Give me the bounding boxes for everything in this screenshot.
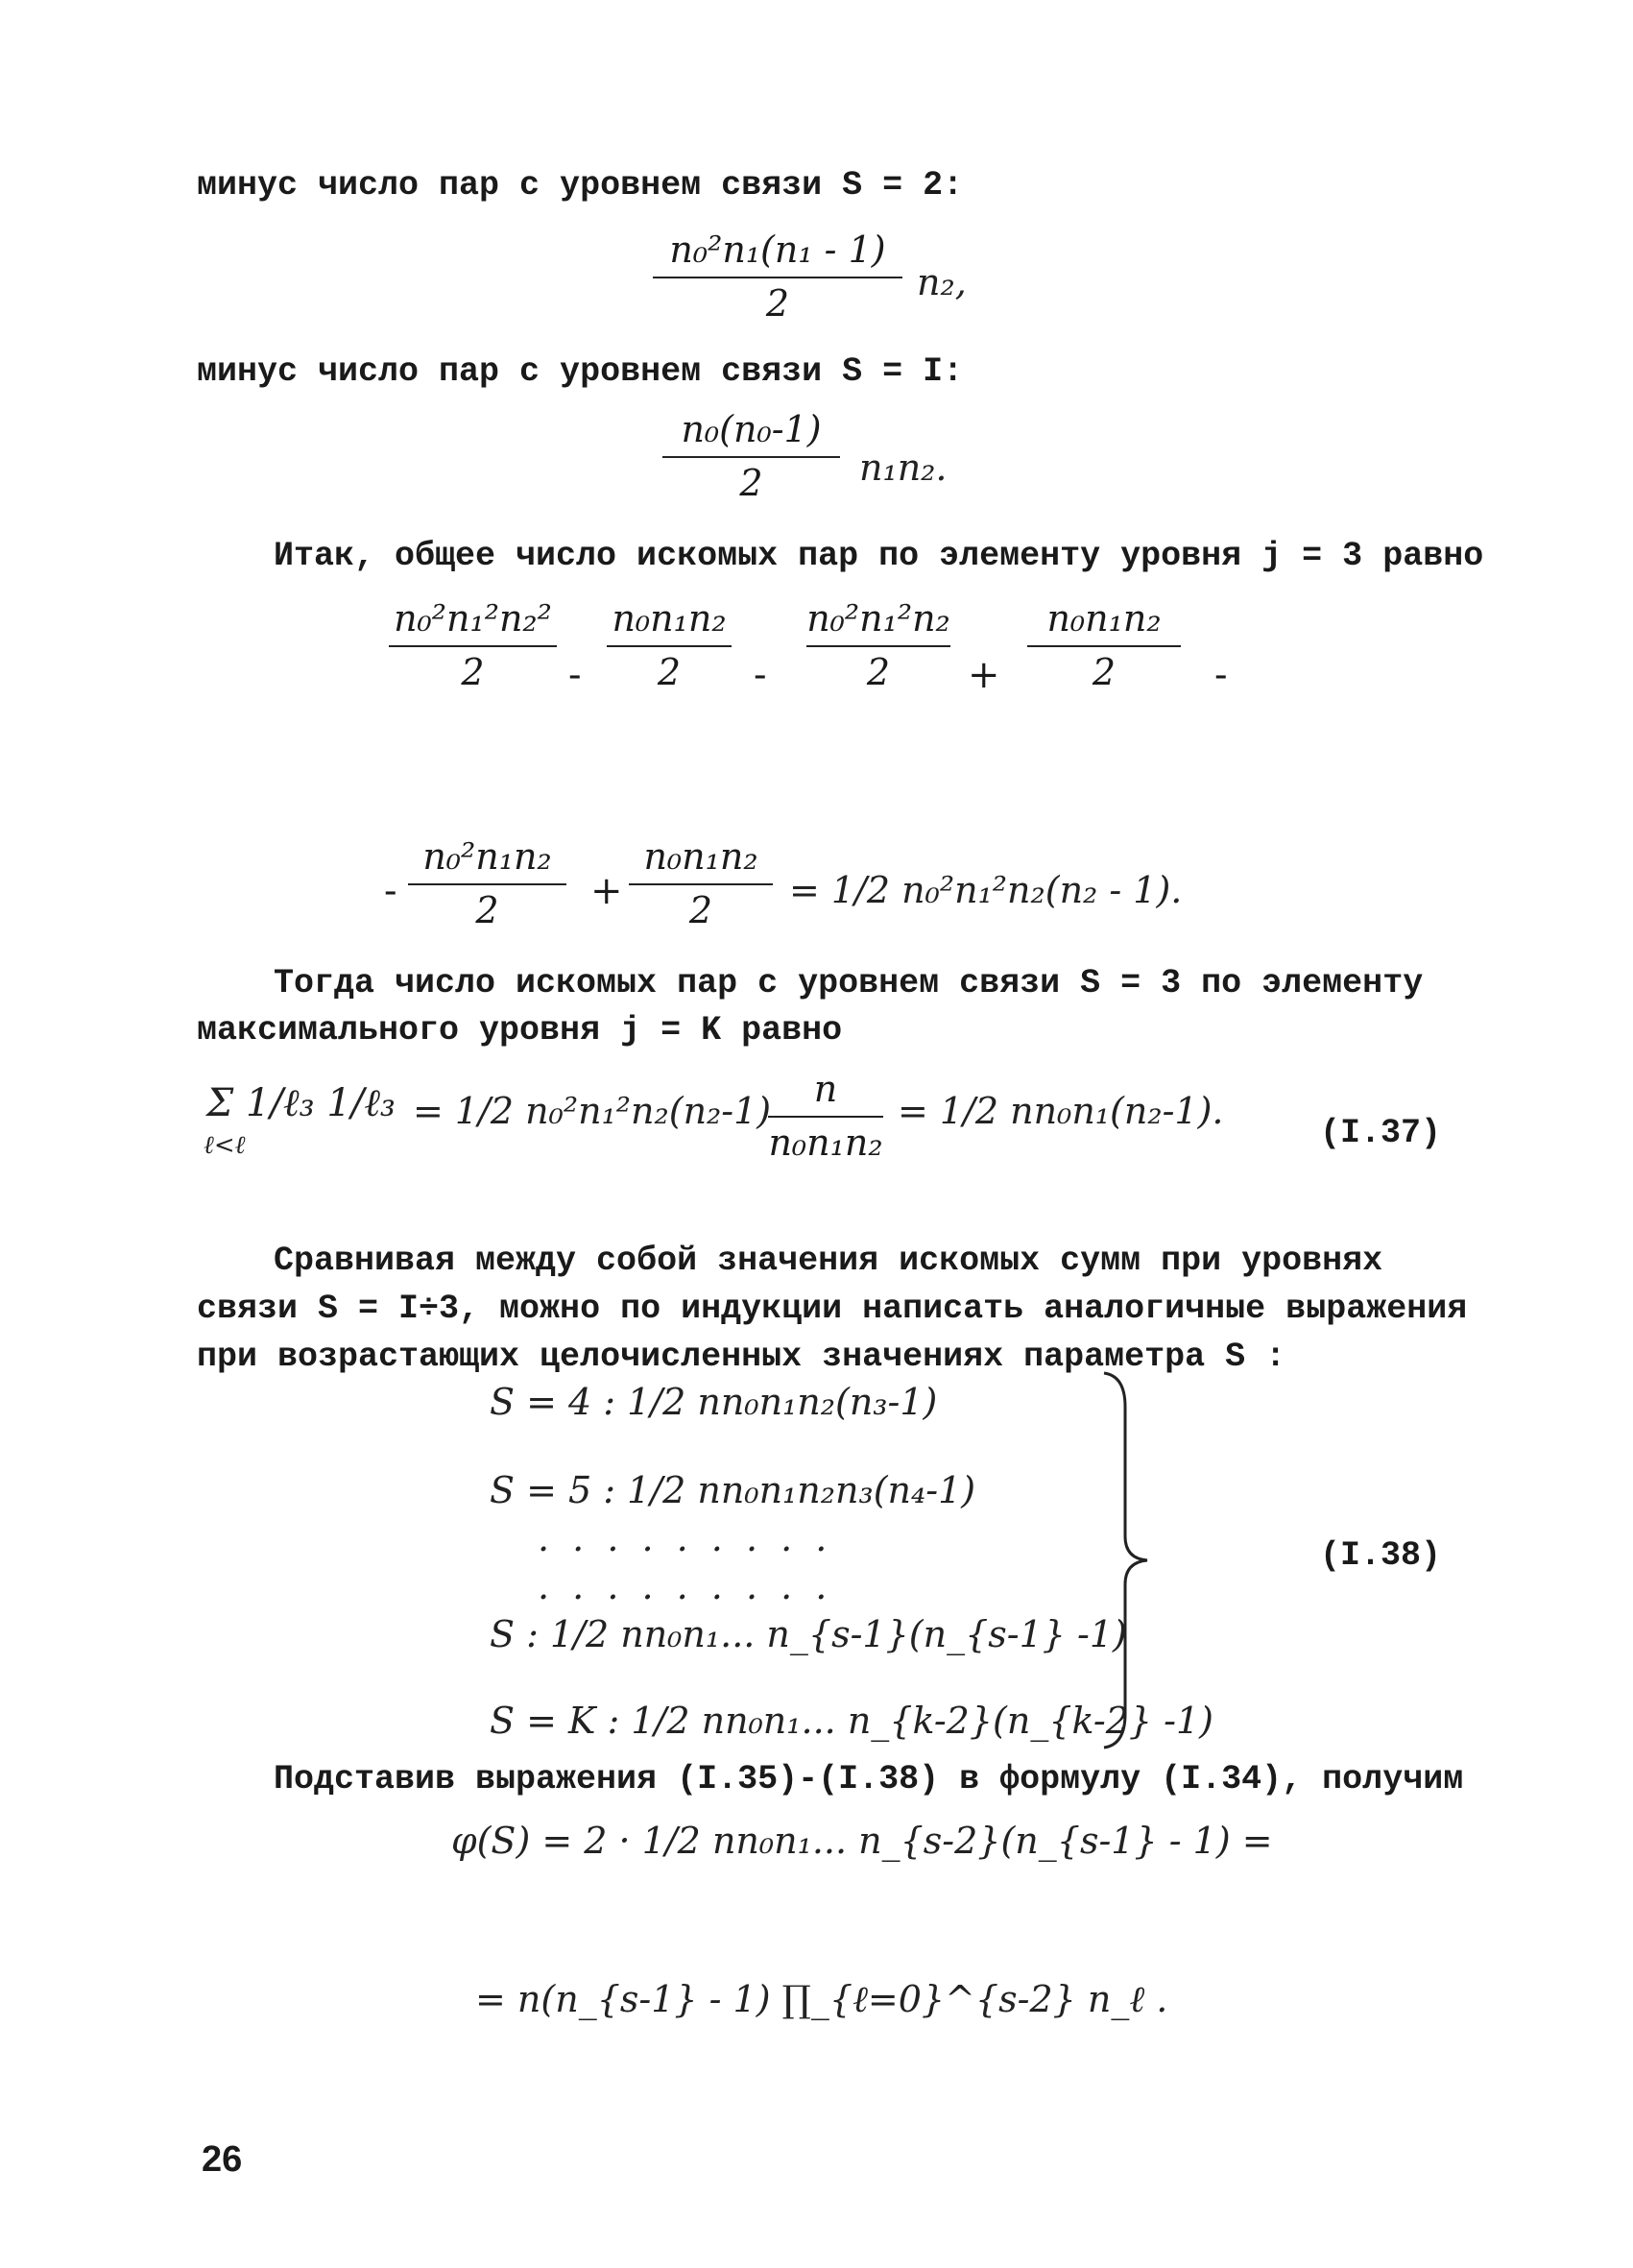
formula-4-term-2-numerator: n₀n₁n₂ <box>643 835 758 878</box>
fraction-bar <box>389 645 557 647</box>
system-row-s4: S = 4 : 1/2 nn₀n₁n₂(n₃-1) <box>490 1381 938 1423</box>
text-line-8: при возрастающих целочисленных значениях параметра S : <box>197 1338 1286 1376</box>
fraction-bar <box>768 1116 883 1118</box>
formula-3-term-2 <box>607 597 732 694</box>
system-row-sk: S = K : 1/2 nn₀n₁... n_{k-2}(n_{k-2} -1) <box>490 1700 1213 1742</box>
text-line-1: минус число пар с уровнем связи S = 2: <box>197 166 964 205</box>
formula-3-term-1-denominator: 2 <box>461 650 485 693</box>
text-line-7: связи S = I÷3, можно по индукции написать аналогичные выражения <box>197 1290 1468 1328</box>
fraction-bar <box>408 883 566 885</box>
text-line-3: Итак, общее число искомых пар по элементу уровня j = 3 равно <box>274 537 1484 575</box>
formula-3-term-2-denominator: 2 <box>657 650 682 693</box>
formula-5-middle: = 1/2 n₀²n₁²n₂(n₂-1) <box>413 1090 772 1132</box>
formula-3-term-3-numerator: n₀²n₁²n₂ <box>806 597 950 639</box>
formula-3-term-4-denominator: 2 <box>1092 650 1117 693</box>
formula-5-sum-index: ℓ<ℓ <box>204 1131 246 1160</box>
minus-sign: - <box>754 653 767 697</box>
formula-4-term-1-denominator: 2 <box>475 888 499 931</box>
fraction-bar <box>629 883 773 885</box>
formula-2-fraction <box>662 408 840 505</box>
formula-5-fraction-denominator: n₀n₁n₂ <box>768 1121 883 1164</box>
equation-number-1-37: (I.37) <box>1320 1114 1442 1152</box>
formula-3-term-2-numerator: n₀n₁n₂ <box>612 597 727 639</box>
formula-4-term-1-numerator: n₀²n₁n₂ <box>422 835 552 878</box>
formula-5-fraction <box>768 1068 883 1165</box>
formula-5-rhs: = 1/2 nn₀n₁(n₂-1). <box>898 1090 1224 1132</box>
formula-3-term-4 <box>1027 597 1181 694</box>
page-number: 26 <box>202 2139 243 2180</box>
fraction-bar <box>662 456 840 458</box>
formula-3-term-4-numerator: n₀n₁n₂ <box>1046 597 1162 639</box>
system-row-s: S : 1/2 nn₀n₁... n_{s-1}(n_{s-1} -1) <box>490 1613 1127 1655</box>
formula-3-term-1 <box>389 597 557 694</box>
formula-4-rhs: = 1/2 n₀²n₁²n₂(n₂ - 1). <box>789 869 1183 911</box>
formula-3-term-1-numerator: n₀²n₁²n₂² <box>394 597 552 639</box>
fraction-bar <box>1027 645 1181 647</box>
formula-4-term-2-denominator: 2 <box>688 888 713 931</box>
formula-2-denominator: 2 <box>739 461 763 504</box>
formula-4-term-1 <box>408 835 566 932</box>
minus-sign: - <box>1214 653 1228 697</box>
text-line-2: минус число пар с уровнем связи S = I: <box>197 352 964 391</box>
formula-2-numerator: n₀(n₀-1) <box>681 408 822 450</box>
formula-5-fraction-numerator: n <box>813 1068 838 1110</box>
formula-3-term-3-denominator: 2 <box>866 650 891 693</box>
formula-5-lhs: Σ 1/ℓ₃ 1/ℓ₃ <box>206 1081 396 1125</box>
formula-1-tail: n₂, <box>917 261 967 303</box>
phi-formula-line-2: = n(n_{s-1} - 1) ∏_{ℓ=0}^{s-2} n_ℓ . <box>475 1978 1168 2020</box>
equation-number-1-38: (I.38) <box>1320 1536 1442 1575</box>
fraction-bar <box>607 645 732 647</box>
formula-2-tail: n₁n₂. <box>859 446 948 489</box>
plus-sign: + <box>968 653 1000 697</box>
phi-formula-line-1: φ(S) = 2 · 1/2 nn₀n₁... n_{s-2}(n_{s-1} - 1) = <box>451 1820 1273 1862</box>
text-line-9: Подставив выражения (I.35)-(I.38) в формулу (I.34), получим <box>274 1760 1464 1798</box>
right-brace <box>1094 1368 1162 1752</box>
text-line-4: Тогда число искомых пар с уровнем связи S = 3 по элементу <box>274 964 1424 1002</box>
text-line-6: Сравнивая между собой значения искомых сумм при уровнях <box>274 1242 1383 1280</box>
formula-3-term-3 <box>806 597 950 694</box>
fraction-bar <box>653 277 902 278</box>
system-dots-1: . . . . . . . . . <box>538 1517 833 1559</box>
system-row-s5: S = 5 : 1/2 nn₀n₁n₂n₃(n₄-1) <box>490 1469 976 1511</box>
minus-sign: - <box>568 653 582 697</box>
minus-sign: - <box>384 869 397 913</box>
formula-1-denominator: 2 <box>765 281 790 325</box>
formula-1-fraction <box>653 229 902 326</box>
plus-sign: + <box>590 869 623 913</box>
formula-1-numerator: n₀²n₁(n₁ - 1) <box>669 229 886 271</box>
system-dots-2: . . . . . . . . . <box>538 1565 833 1607</box>
formula-4-term-2 <box>629 835 773 932</box>
text-line-5: максимального уровня j = K равно <box>197 1011 843 1050</box>
fraction-bar <box>806 645 950 647</box>
